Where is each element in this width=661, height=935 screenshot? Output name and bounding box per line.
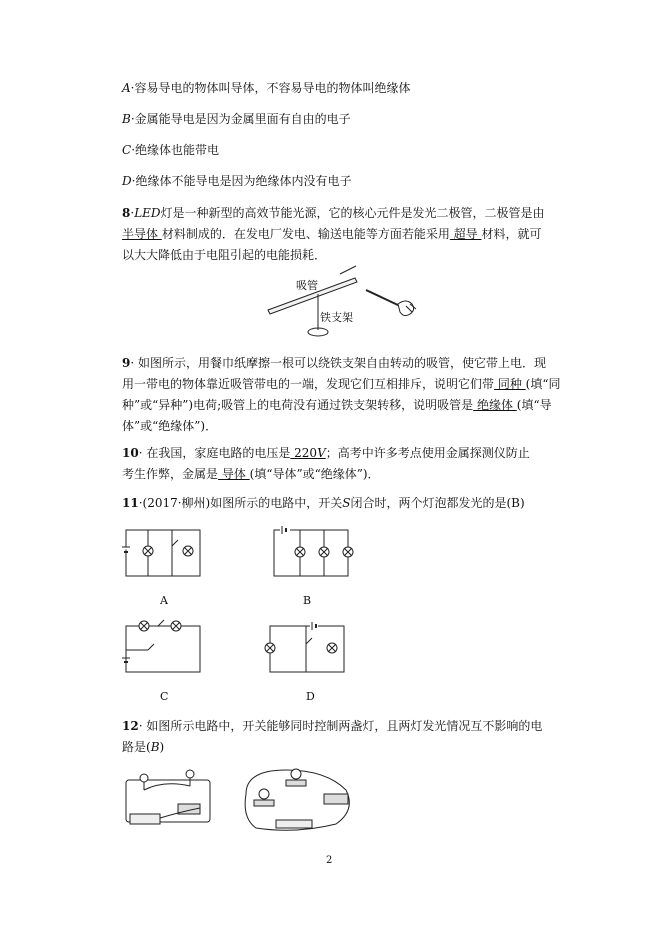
text: · 如图所示，用餐巾纸摩擦一根可以绕铁支架自由转动的吸管，使它带上电．现	[130, 356, 546, 370]
circuit-c	[122, 622, 204, 678]
q9-line-1	[122, 356, 546, 370]
q8-line-1	[122, 206, 545, 220]
physical-circuit-right	[240, 764, 360, 832]
circuit-d	[266, 622, 348, 678]
text: 材料，就可	[481, 227, 542, 241]
option-text: ·绝缘体不能导电是因为绝缘体内没有电子	[131, 174, 352, 188]
option-a	[122, 81, 411, 95]
text: ；高考中许多考点使用金属探测仪防止	[325, 446, 530, 460]
option-text: ·容易导电的物体叫导体，不容易导电的物体叫绝缘体	[130, 81, 411, 95]
q9-line-2	[122, 377, 560, 391]
text: 路是(	[122, 740, 151, 754]
text: · 在我国，家庭电路的电压是	[138, 446, 291, 460]
page-number: 2	[326, 855, 333, 866]
text: B	[150, 740, 160, 754]
q8-line-2	[122, 227, 542, 241]
answer-blank: 半导体	[122, 227, 162, 241]
circuit-label-d: D	[306, 690, 315, 703]
answer-blank: 220	[290, 446, 318, 460]
option-letter: C	[122, 143, 132, 157]
answer-blank: 超导	[449, 227, 482, 241]
option-text: ·金属能导电是因为金属里面有自由的电子	[130, 112, 351, 126]
text: 考生作弊，金属是	[122, 467, 219, 481]
option-text: ·绝缘体也能带电	[131, 143, 220, 157]
text: ·	[130, 206, 135, 220]
text: 体”或“绝缘体”)．	[122, 419, 218, 433]
text: 用一带电的物体靠近吸管带电的一端，发现它们互相排斥，说明它们带	[122, 377, 495, 391]
text: 种”或“异种”)电荷;吸管上的电荷没有通过铁支架转移，说明吸管是	[122, 398, 474, 412]
circuit-label-b: B	[303, 594, 312, 607]
q10-line-2	[122, 467, 380, 481]
text: 灯是一种新型的高效节能光源，它的核心元件是发光二极管，二极管是由	[160, 206, 545, 220]
q9-line-4	[122, 419, 217, 433]
q12-line-2	[122, 740, 164, 754]
answer-unit: V	[317, 446, 326, 460]
question-number: 8	[122, 206, 131, 220]
answer-blank: 导体	[218, 467, 250, 481]
physical-circuit-left	[118, 768, 220, 828]
circuit-label-a: A	[160, 594, 168, 607]
figure-label-stand: 铁支架	[320, 311, 353, 324]
text: 以大大降低由于电阻引起的电能损耗．	[122, 248, 327, 262]
text: (填“同	[525, 377, 561, 391]
straw-figure	[260, 266, 430, 344]
text: (填“导	[516, 398, 552, 412]
question-number: 10	[122, 446, 139, 460]
option-letter: B	[122, 112, 131, 126]
option-b	[122, 112, 351, 126]
option-d	[122, 174, 351, 188]
text: (填“导体”或“绝缘体”)．	[249, 467, 380, 481]
question-number: 12	[122, 719, 139, 733]
circuit-b	[270, 526, 352, 582]
option-letter: A	[122, 81, 131, 95]
circuit-a	[122, 526, 204, 582]
text: )	[159, 740, 165, 754]
question-number: 9	[122, 356, 131, 370]
q12-line-1	[122, 719, 542, 733]
text: LED	[134, 206, 161, 220]
text: ·(2017·柳州)如图所示的电路中，开关	[138, 496, 343, 510]
text: 闭合时，两个灯泡都发光的是(B)	[350, 496, 525, 510]
q9-line-3	[122, 398, 552, 412]
q11-line-1	[122, 496, 525, 510]
answer-blank: 绝缘体	[473, 398, 517, 412]
answer-blank: 同种	[494, 377, 526, 391]
q10-line-1	[122, 446, 530, 460]
text: 材料制成的．在发电厂发电、输送电能等方面若能采用	[161, 227, 450, 241]
text: S	[342, 496, 351, 510]
figure-label-straw: 吸管	[296, 279, 318, 292]
option-c	[122, 143, 219, 157]
question-number: 11	[122, 496, 139, 510]
text: · 如图所示电路中，开关能够同时控制两盏灯，且两灯发光情况互不影响的电	[138, 719, 543, 733]
q8-line-3	[122, 248, 326, 262]
option-letter: D	[122, 174, 132, 188]
circuit-label-c: C	[160, 690, 169, 703]
